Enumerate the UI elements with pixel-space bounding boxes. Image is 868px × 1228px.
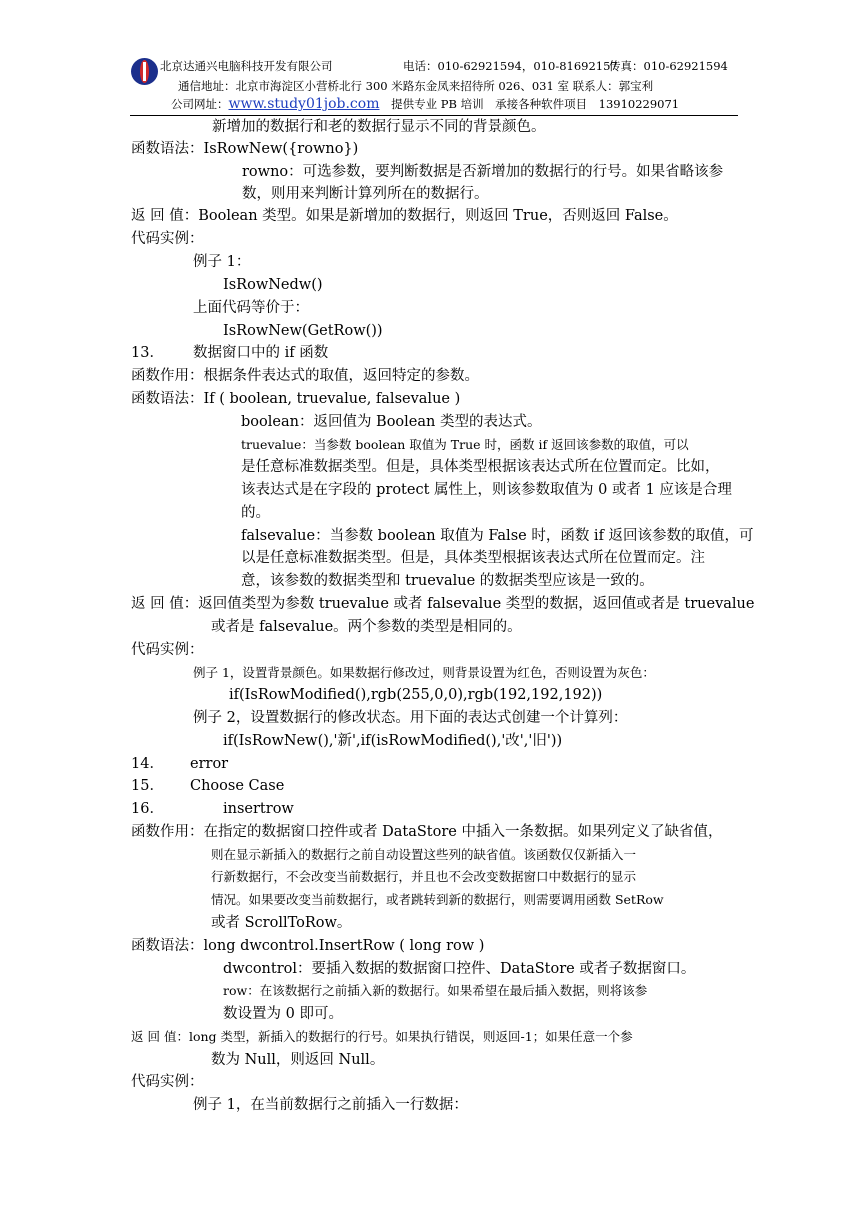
code-line: IsRowNew(GetRow()) bbox=[223, 323, 383, 339]
return-line: 返 回 值：Boolean 类型。如果是新增加的数据行，则返回 True，否则返回 False。 bbox=[131, 208, 678, 224]
return-line: 或者是 falsevalue。两个参数的类型是相同的。 bbox=[211, 619, 522, 635]
function-purpose: 函数作用：在指定的数据窗口控件或者 DataStore 中插入一条数据。如果列定义了缺省值， bbox=[131, 824, 723, 840]
section-title: error bbox=[190, 756, 229, 772]
text-line: 或者 ScrollToRow。 bbox=[211, 915, 352, 931]
address: 通信地址：北京市海淀区小营桥北行 300 米路东金凤来招待所 026、031 室 联系人：郭宝利 bbox=[178, 79, 654, 93]
param-line: boolean：返回值为 Boolean 类型的表达式。 bbox=[241, 414, 542, 430]
phone-numbers: 电话：010-62921594，010-81692157 bbox=[403, 59, 618, 73]
example-label: 例子 2，设置数据行的修改状态。用下面的表达式创建一个计算列： bbox=[193, 710, 628, 726]
param-line: 该表达式是在字段的 protect 属性上，则该参数取值为 0 或者 1 应该是合理 bbox=[241, 482, 732, 498]
section-number: 13． bbox=[131, 345, 164, 361]
website-link[interactable]: www.study01job.com bbox=[228, 96, 380, 112]
param-line: rowno：可选参数，要判断数据是否新增加的数据行的行号。如果省略该参 bbox=[242, 164, 724, 180]
services-text: 提供专业 PB 培训 承接各种软件项目 13910229071 bbox=[391, 97, 680, 111]
company-logo-icon bbox=[131, 58, 158, 85]
return-line: 返 回 值：long 类型，新插入的数据行的行号。如果执行错误，则返回-1；如果任意一个参 bbox=[131, 1029, 633, 1044]
section-title: insertrow bbox=[223, 801, 294, 817]
param-line: 数，则用来判断计算列所在的数据行。 bbox=[242, 186, 489, 202]
website-row bbox=[171, 96, 679, 112]
param-line: 意，该参数的数据类型和 truevalue 的数据类型应该是一致的。 bbox=[241, 573, 654, 589]
param-line: truevalue：当参数 boolean 取值为 True 时，函数 if 返回该参数的取值，可以 bbox=[241, 437, 689, 452]
section-title: 数据窗口中的 if 函数 bbox=[193, 345, 329, 361]
example-heading: 代码实例： bbox=[131, 1074, 204, 1090]
company-name: 北京达通兴电脑科技开发有限公司 bbox=[160, 59, 333, 73]
return-line: 数为 Null，则返回 Null。 bbox=[211, 1052, 385, 1068]
section-title: Choose Case bbox=[190, 778, 285, 794]
function-purpose: 函数作用：根据条件表达式的取值，返回特定的参数。 bbox=[131, 368, 479, 384]
example-label: 例子 1，设置背景颜色。如果数据行修改过，则背景设置为红色，否则设置为灰色： bbox=[193, 665, 655, 680]
section-number: 16． bbox=[131, 801, 164, 817]
syntax-line: 函数语法：long dwcontrol.InsertRow ( long row ) bbox=[131, 938, 485, 954]
example-label: 例子 1，在当前数据行之前插入一行数据： bbox=[193, 1097, 468, 1113]
code-line: IsRowNedw() bbox=[223, 277, 323, 293]
syntax-line: 函数语法：If ( boolean, truevalue, falsevalue ) bbox=[131, 391, 461, 407]
code-line: if(IsRowNew(),'新',if(isRowModified(),'改','旧')) bbox=[223, 733, 563, 749]
section-number: 14． bbox=[131, 756, 164, 772]
text-line: 行新数据行，不会改变当前数据行，并且也不会改变数据窗口中数据行的显示 bbox=[211, 869, 637, 884]
website-label: 公司网址： bbox=[171, 97, 229, 111]
text-line: 上面代码等价于： bbox=[193, 300, 309, 316]
section-number: 15． bbox=[131, 778, 164, 794]
code-line: if(IsRowModified(),rgb(255,0,0),rgb(192,192,192)) bbox=[229, 687, 603, 703]
param-line: falsevalue：当参数 boolean 取值为 False 时，函数 if 返回该参数的取值，可 bbox=[241, 528, 754, 544]
example-label: 例子 1： bbox=[193, 254, 251, 270]
param-line: dwcontrol：要插入数据的数据窗口控件、DataStore 或者子数据窗口。 bbox=[223, 961, 696, 977]
param-line: 是任意标准数据类型。但是，具体类型根据该表达式所在位置而定。比如， bbox=[241, 459, 720, 475]
header-rule bbox=[130, 115, 738, 116]
page-header bbox=[0, 0, 868, 120]
fax-number: 传真：010-62921594 bbox=[609, 59, 728, 73]
param-line: row：在该数据行之前插入新的数据行。如果希望在最后插入数据，则将该参 bbox=[223, 983, 648, 998]
param-line: 以是任意标准数据类型。但是，具体类型根据该表达式所在位置而定。注 bbox=[241, 550, 705, 566]
syntax-line: 函数语法：IsRowNew({rowno}) bbox=[131, 141, 359, 157]
text-line: 则在显示新插入的数据行之前自动设置这些列的缺省值。该函数仅仅新插入一 bbox=[211, 847, 637, 862]
text-line: 情况。如果要改变当前数据行，或者跳转到新的数据行，则需要调用函数 SetRow bbox=[211, 892, 664, 907]
param-line: 的。 bbox=[241, 505, 270, 521]
example-heading: 代码实例： bbox=[131, 642, 204, 658]
param-line: 数设置为 0 即可。 bbox=[223, 1006, 343, 1022]
return-line: 返 回 值：返回值类型为参数 truevalue 或者 falsevalue 类型的数据，返回值或者是 truevalue bbox=[131, 596, 755, 612]
text-line: 新增加的数据行和老的数据行显示不同的背景颜色。 bbox=[212, 119, 546, 135]
example-heading: 代码实例： bbox=[131, 231, 204, 247]
